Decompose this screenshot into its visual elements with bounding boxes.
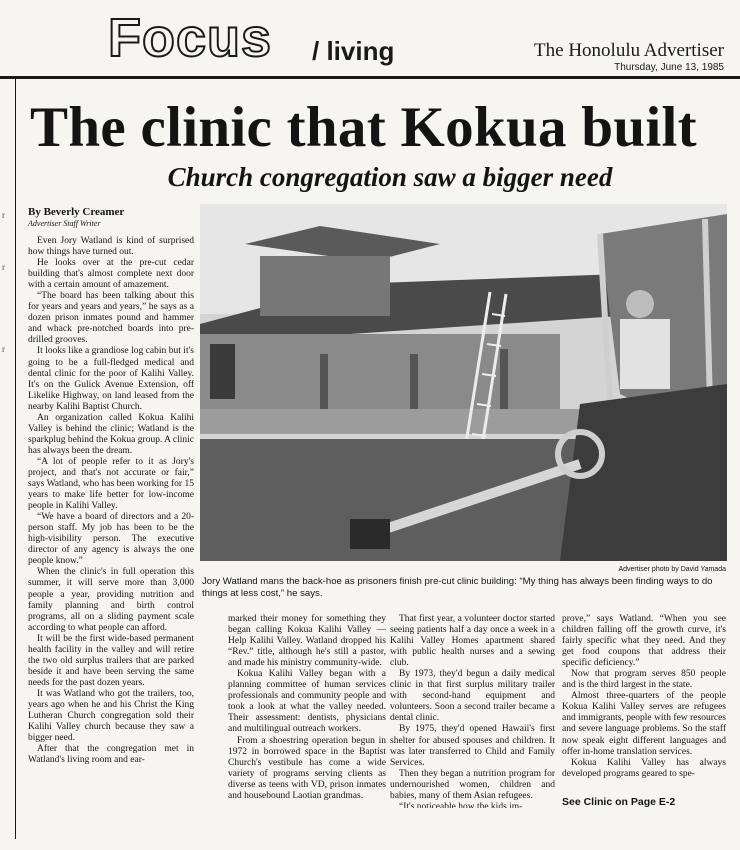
paragraph: By 1973, they'd begun a daily medical clinic in that first surplus military trailer with second-hand equipment and volunteers. Soon a second trailer became a dental clinic. <box>390 669 555 724</box>
paragraph: It looks like a grandiose log cabin but it's going to be a full-fledged medical and dental clinic for the poor of Kalihi Valley. It's on the Gulick Avenue Extension, off Likelike Highway, on land leased from the nearby Kalihi Baptist Church. <box>28 346 194 412</box>
paragraph: That first year, a volunteer doctor started seeing patients half a day once a week in a Kalihi Valley Homes apartment shared with public health nurses and a sewing club. <box>390 614 555 669</box>
paragraph: Kokua Kalihi Valley began with a planning committee of human services professionals and community people and took a look at what the valley needed. Their assessment: dentists, physicians and multilingual outreach workers. <box>228 669 386 735</box>
paragraph: “The board has been talking about this for years and years and years,” he says as a dozen prison inmates pound and hammer and whack pre-notched boards into pre-drilled grooves. <box>28 291 194 346</box>
paragraph: Kokua Kalihi Valley has always developed programs geared to spe- <box>562 757 726 779</box>
paragraph: “We have a board of directors and a 20-person staff. My job has been to be the high-visibility person. The executive director of any agency is always the one people know.” <box>28 512 194 567</box>
photo-caption: Jory Watland mans the back-hoe as prisoners finish pre-cut clinic building: “My thing has always been finding ways to do things at less cost,” he says. <box>202 576 713 599</box>
headline: The clinic that Kokua built <box>30 96 697 159</box>
article-column-1 <box>28 236 194 808</box>
photo-credit: Advertiser photo by David Yamada <box>618 566 726 573</box>
section-logo: Focus <box>108 8 273 68</box>
article-column-2 <box>228 614 386 808</box>
construction-photo-illustration <box>200 204 727 561</box>
paragraph: An organization called Kokua Kalihi Valley is behind the clinic; Watland is the sparkplug behind the Kokua group. A clinic has always been the dream. <box>28 412 194 456</box>
subheadline: Church congregation saw a bigger need <box>167 162 613 192</box>
newspaper-name: The Honolulu Advertiser <box>534 40 724 61</box>
margin-mark: r <box>2 344 5 354</box>
paragraph: Even Jory Watland is kind of surprised how things have turned out. <box>28 236 194 258</box>
byline-role: Advertiser Staff Writer <box>28 219 101 228</box>
paragraph: marked their money for something they began calling Kokua Kalihi Valley — Help Kalihi Valley. Watland dropped his “Rev.” title, although he's still a pastor, and made his ministry community-wide. <box>228 614 386 669</box>
paragraph: “It's noticeable how the kids im- <box>399 801 523 808</box>
masthead-rule <box>0 76 740 79</box>
paragraph: Almost three-quarters of the people Kokua Kalihi Valley serves are refugees and immigrants, people with few resources and severe language problems. So the staff now speak eight different languages and offer in-home translation services. <box>562 691 726 757</box>
paragraph: Then they began a nutrition program for undernourished women, children and babies, many of them Asian refugees. <box>390 768 555 801</box>
paragraph: He looks over at the pre-cut cedar building that's almost complete next door with a certain amount of amazement. <box>28 258 194 291</box>
paragraph: “A lot of people refer to it as Jory's project, and that's not accurate or fair,” says Watland, who has been working for 15 years to make life better for low-income people in Kalihi Valley. <box>28 456 194 512</box>
paragraph: By 1975, they'd opened Hawaii's first shelter for abused spouses and children. It was later transferred to Child and Family Services. <box>390 724 555 768</box>
left-column-rule <box>15 79 16 839</box>
paragraph: Now that program serves 850 people and is the third largest in the state. <box>562 669 726 691</box>
paragraph: It was Watland who got the trailers, too, years ago when he and his Christ the King Lutheran Church congregation sold their Kalihi Valley church because they saw a bigger need. <box>28 688 194 744</box>
issue-date: Thursday, June 13, 1985 <box>614 62 724 73</box>
margin-mark: r <box>2 262 5 272</box>
article-column-3 <box>390 614 555 808</box>
article-photo <box>200 204 727 561</box>
paragraph: From a shoestring operation begun in 1972 in borrowed space in the Baptist Church's vestibule has come a wide variety of programs serving clients as diverse as teens with VD, prison inmates and housebound Laotian grandmas. <box>228 735 386 801</box>
section-name: / living <box>312 36 395 66</box>
byline: By Beverly Creamer <box>28 206 125 218</box>
continued-on-link: See Clinic on Page E-2 <box>562 796 676 808</box>
paragraph: When the clinic's in full operation this summer, it will serve more than 3,000 people a year, providing nutrition and family planning and birth control programs, all on a sliding payment scale according to what people can afford. <box>28 567 194 633</box>
paragraph: It will be the first wide-based permanent health facility in the valley and will retire the two old surplus trailers that are parked beside it and have been serving the same needs for the past dozen years. <box>28 633 194 688</box>
masthead <box>0 0 740 80</box>
article-column-4 <box>562 614 726 800</box>
paragraph: prove,” says Watland. “When you see children falling off the growth curve, it's fairly specific what they need. And they get food coupons that address their specific deficiency.” <box>562 614 726 669</box>
paragraph: After that the congregation met in Watland's living room and ear- <box>28 744 194 766</box>
margin-mark: r <box>2 210 5 220</box>
